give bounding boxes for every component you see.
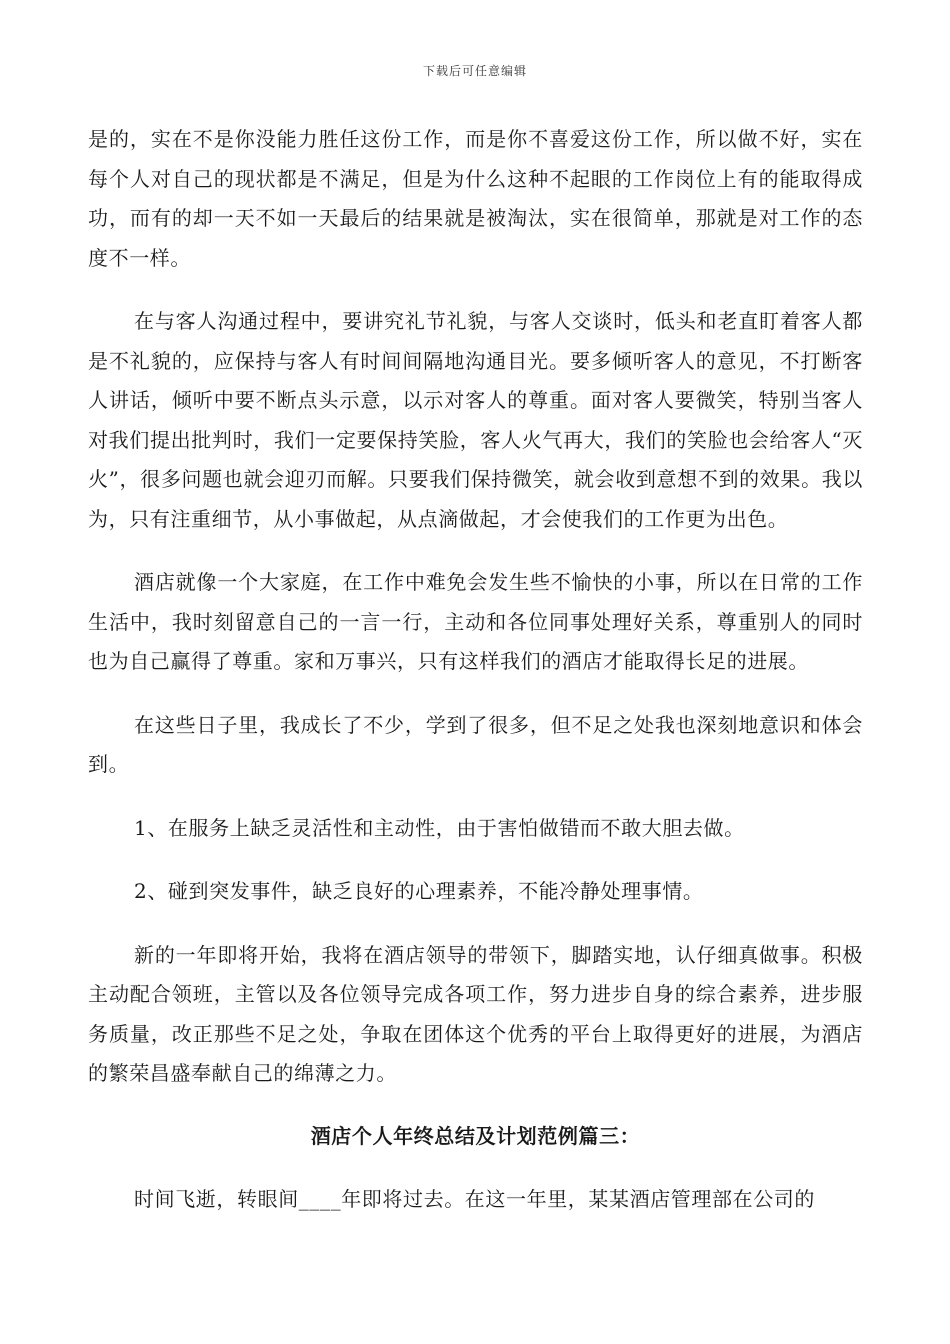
paragraph-1: 是的，实在不是你没能力胜任这份工作，而是你不喜爱这份工作，所以做不好，实在每个人对自己的现状都是不满足，但是为什么这种不起眼的工作岗位上有的能取得成功，而有的却一天不如一天最后的结果就是被淘汰，实在很简单，那就是对工作的态度不一样。 [88, 127, 863, 270]
header-note: 下载后可任意编辑 [422, 64, 527, 78]
list-item-1: 1、在服务上缺乏灵活性和主动性，由于害怕做错而不敢大胆去做。 [134, 815, 745, 840]
list-item-2: 2、碰到突发事件，缺乏良好的心理素养，不能冷静处理事情。 [134, 879, 704, 903]
paragraph-2: 在与客人沟通过程中，要讲究礼节礼貌，与客人交谈时，低头和老直盯着客人都是不礼貌的，应保持与客人有时间间隔地沟通目光。要多倾听客人的意见，不打断客人讲话，倾听中要不断点头示意，以示对客人的尊重。面对客人要微笑，特别当客人对我们提出批判时，我们一定要保持笑脸，客人火气再大，我们的笑脸也会给客人“灭火”，很多问题也就会迎刃而解。只要我们保持微笑，就会收到意想不到的效果。我以为，只有注重细节，从小事做起，从点滴做起，才会使我们的工作更为出色。 [88, 309, 863, 531]
paragraph-3: 酒店就像一个大家庭，在工作中难免会发生些不愉快的小事，所以在日常的工作生活中，我时刻留意自己的一言一行，主动和各位同事处理好关系，尊重别人的同时也为自己赢得了尊重。家和万事兴，只有这样我们的酒店才能取得长足的进展。 [88, 570, 863, 673]
document-body [88, 120, 863, 1219]
paragraph-4: 在这些日子里，我成长了不少，学到了很多，但不足之处我也深刻地意识和体会到。 [88, 712, 863, 776]
section-title: 酒店个人年终总结及计划范例篇三： [310, 1123, 641, 1148]
section-first-line: 时间飞逝，转眼间____年即将过去。在这一年里，某某酒店管理部在公司的 [134, 1186, 815, 1211]
paragraph-5: 新的一年即将开始，我将在酒店领导的带领下，脚踏实地，认仔细真做事。积极主动配合领班，主管以及各位领导完成各项工作，努力进步自身的综合素养，进步服务质量，改正那些不足之处，争取在团体这个优秀的平台上取得更好的进展，为酒店的繁荣昌盛奉献自己的绵薄之力。 [88, 942, 863, 1085]
